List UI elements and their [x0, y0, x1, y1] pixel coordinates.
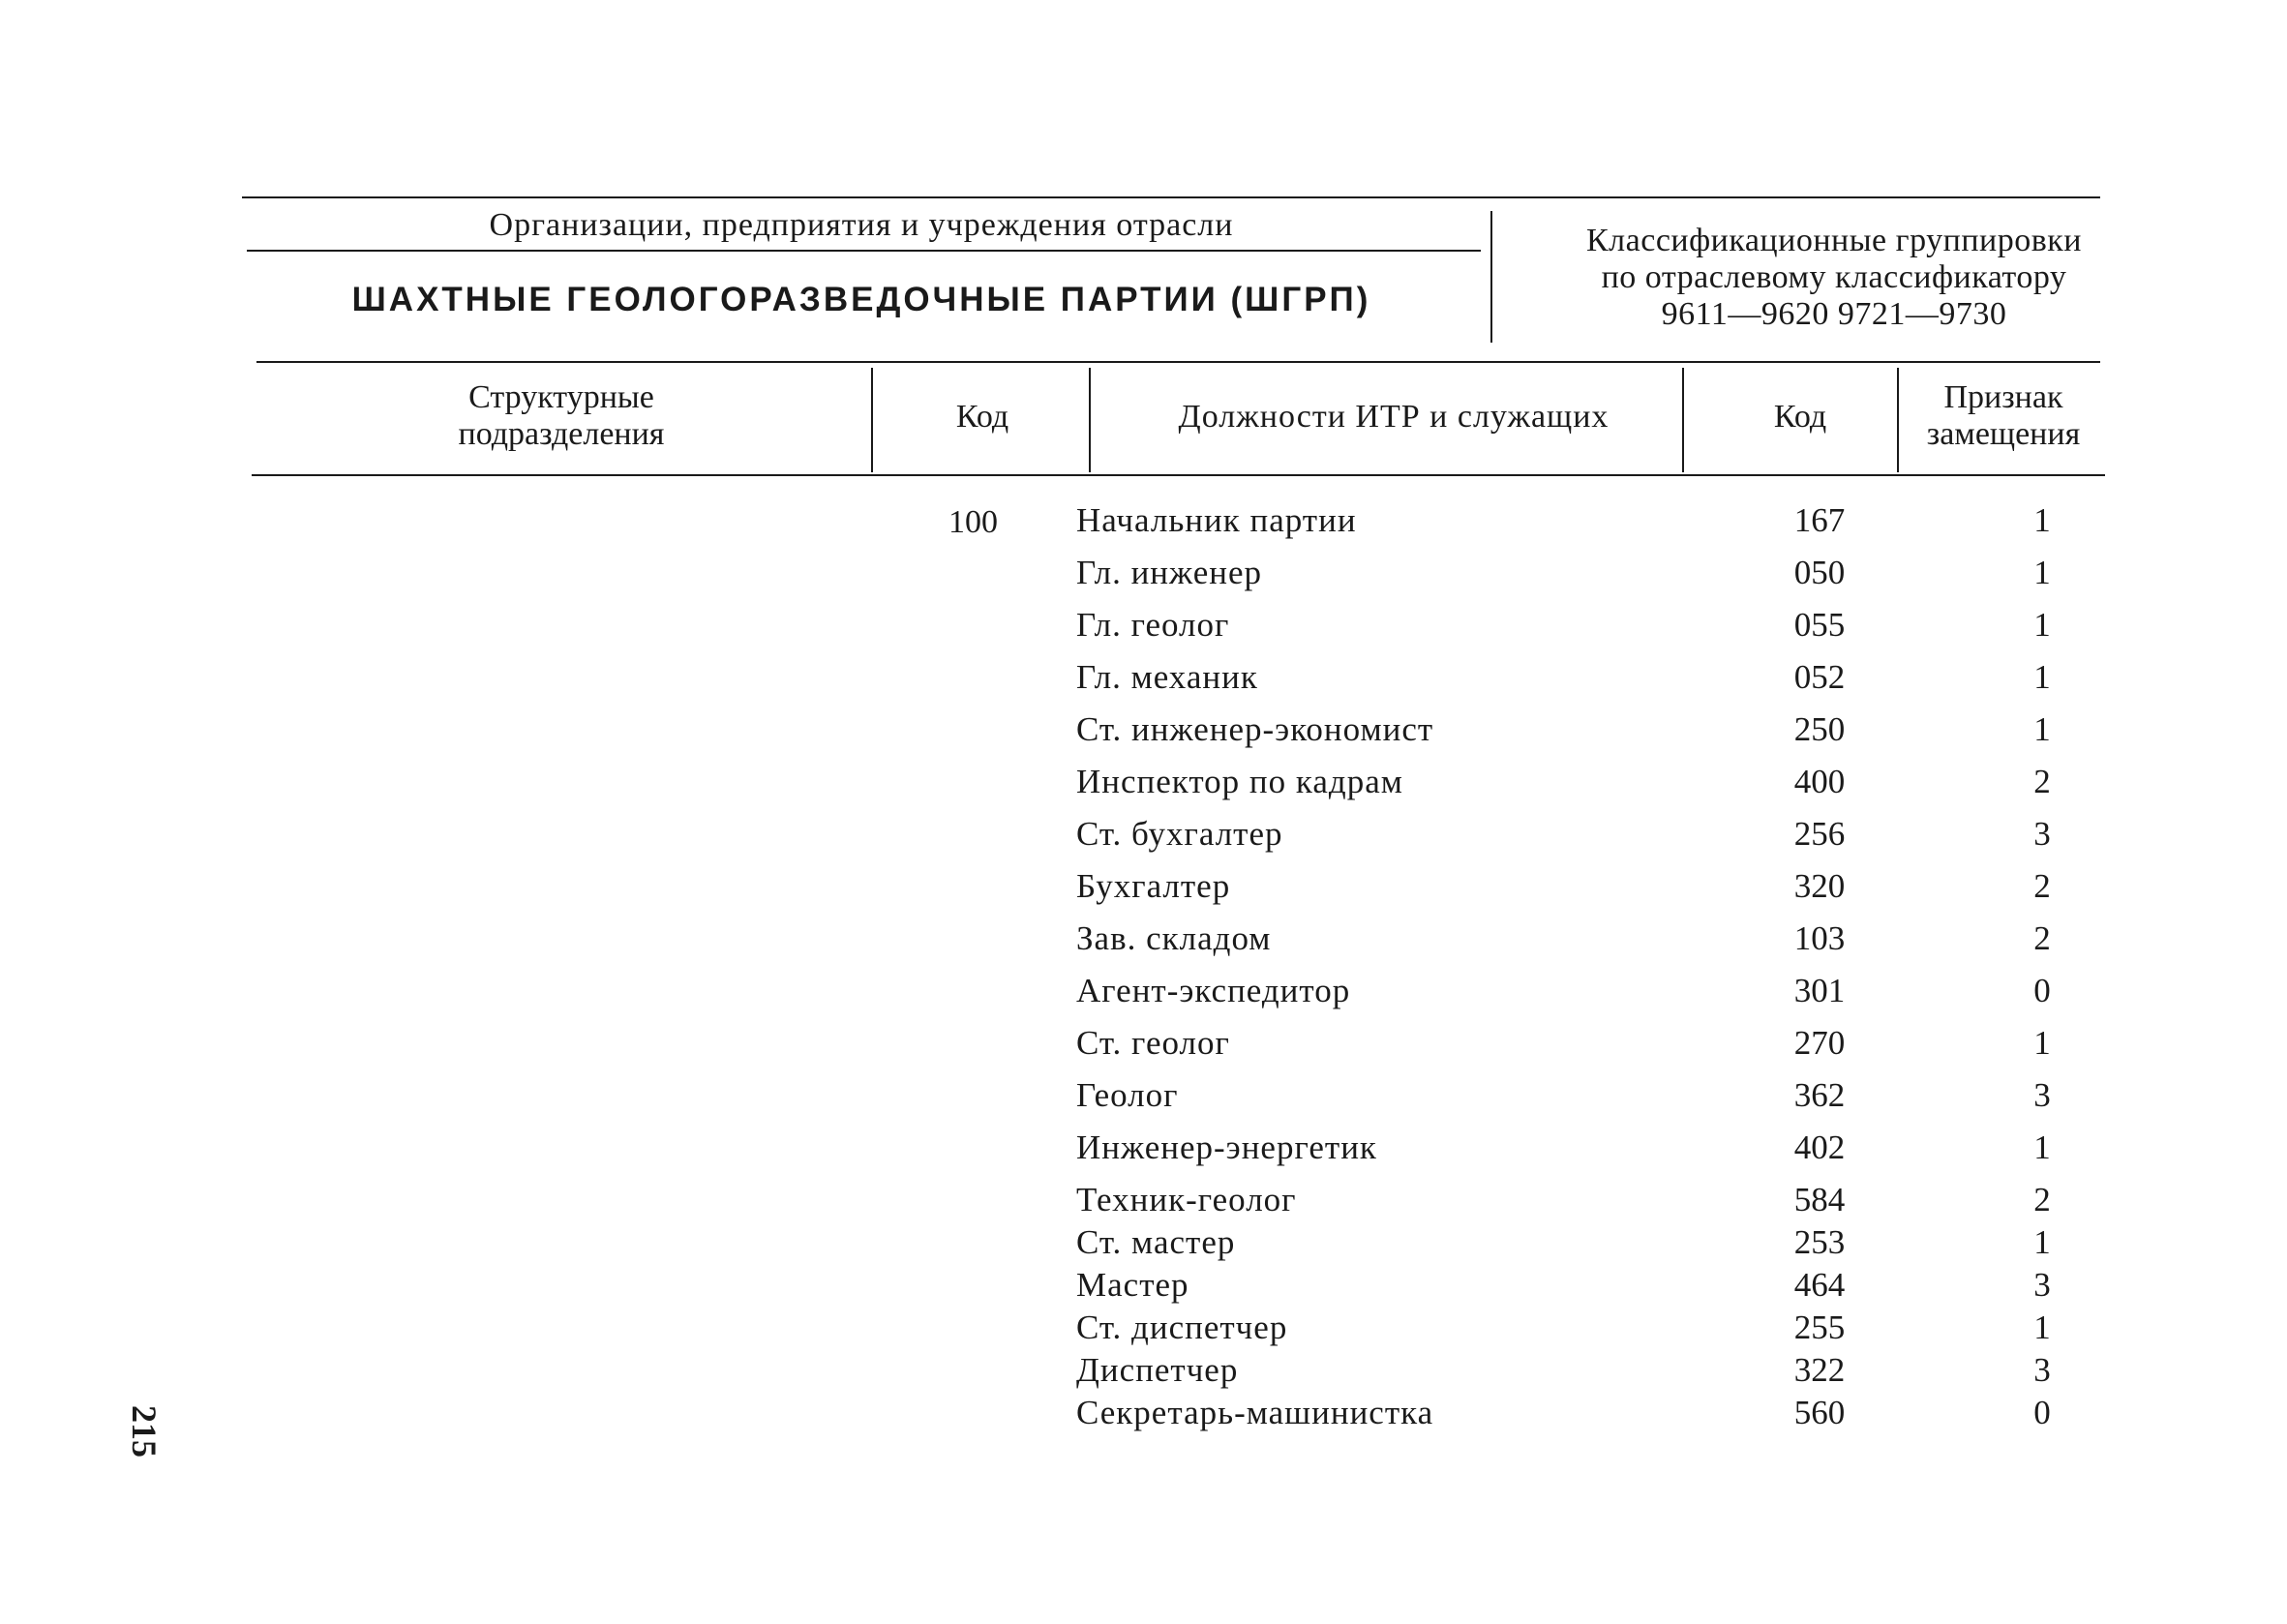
position-code: 167: [1793, 501, 1846, 539]
table-row: [1065, 1024, 2129, 1067]
position-code: 270: [1793, 1024, 1846, 1062]
position-name: Инспектор по кадрам: [1076, 763, 1403, 800]
table-row: [1065, 554, 2129, 596]
column-header-replacement-line-1: Признак: [1943, 379, 2063, 415]
table-row: [1065, 867, 2129, 910]
table-row: [1065, 606, 2129, 648]
table-row: [1065, 1128, 2129, 1171]
classifier-block: [1529, 223, 2139, 333]
column-header-structural-line-2: подразделения: [458, 416, 665, 452]
position-code: 050: [1793, 554, 1846, 591]
position-name: Ст. мастер: [1076, 1223, 1236, 1261]
replacement-sign: 1: [2033, 1024, 2051, 1062]
table-row: [1065, 1181, 2129, 1223]
position-code: 362: [1793, 1076, 1846, 1114]
replacement-sign: 0: [2033, 1394, 2051, 1431]
position-code: 402: [1793, 1128, 1846, 1166]
replacement-sign: 1: [2033, 1128, 2051, 1166]
classifier-line-1: Классификационные группировки: [1586, 223, 2082, 258]
position-name: Ст. бухгалтер: [1076, 815, 1283, 853]
column-header-unit-code: Код: [955, 399, 1009, 435]
header-mid-rule: [247, 250, 1481, 252]
col-divider-2: [1089, 368, 1091, 472]
position-code: 464: [1793, 1266, 1846, 1304]
position-code: 256: [1793, 815, 1846, 853]
replacement-sign: 3: [2033, 1351, 2051, 1389]
table-row: [1065, 763, 2129, 805]
position-name: Гл. геолог: [1076, 606, 1230, 644]
position-code: 055: [1793, 606, 1846, 644]
replacement-sign: 1: [2033, 554, 2051, 591]
replacement-sign: 1: [2033, 1308, 2051, 1346]
position-name: Агент-экспедитор: [1076, 972, 1351, 1009]
table-row: [1065, 972, 2129, 1014]
table-row: [1065, 501, 2129, 544]
replacement-sign: 3: [2033, 815, 2051, 853]
position-code: 255: [1793, 1308, 1846, 1346]
replacement-sign: 1: [2033, 710, 2051, 748]
position-name: Инженер-энергетик: [1076, 1128, 1377, 1166]
replacement-sign: 1: [2033, 501, 2051, 539]
position-name: Гл. инженер: [1076, 554, 1263, 591]
position-name: Диспетчер: [1076, 1351, 1239, 1389]
replacement-sign: 0: [2033, 972, 2051, 1009]
replacement-sign: 1: [2033, 606, 2051, 644]
position-name: Зав. складом: [1076, 919, 1272, 957]
table-row: [1065, 1266, 2129, 1308]
position-code: 584: [1793, 1181, 1846, 1218]
position-code: 250: [1793, 710, 1846, 748]
table-row: [1065, 919, 2129, 962]
header-divider: [1490, 211, 1492, 343]
position-code: 301: [1793, 972, 1846, 1009]
column-header-replacement-sign: [1897, 379, 2110, 453]
column-header-positions: Должности ИТР и служащих: [1178, 399, 1610, 435]
position-name: Ст. диспетчер: [1076, 1308, 1288, 1346]
position-name: Геолог: [1076, 1076, 1179, 1114]
position-code: 560: [1793, 1394, 1846, 1431]
position-code: 103: [1793, 919, 1846, 957]
position-name: Гл. механик: [1076, 658, 1258, 696]
classifier-line-2: по отраслевому классификатору: [1601, 259, 2067, 295]
replacement-sign: 2: [2033, 919, 2051, 957]
position-code: 052: [1793, 658, 1846, 696]
table-head-bottom-rule: [252, 474, 2105, 476]
table-row: [1065, 658, 2129, 701]
position-name: Бухгалтер: [1076, 867, 1231, 905]
replacement-sign: 3: [2033, 1076, 2051, 1114]
department-code: 100: [948, 504, 998, 540]
column-header-replacement-line-2: замещения: [1926, 416, 2081, 452]
column-header-structural-line-1: Структурные: [468, 379, 654, 415]
table-row: [1065, 815, 2129, 857]
replacement-sign: 1: [2033, 1223, 2051, 1261]
table-head-top-rule: [256, 361, 2100, 363]
position-code: 320: [1793, 867, 1846, 905]
page-title: ШАХТНЫЕ ГЕОЛОГОРАЗВЕДОЧНЫЕ ПАРТИИ (ШГРП): [351, 281, 1371, 318]
position-name: Секретарь-машинистка: [1076, 1394, 1434, 1431]
position-name: Ст. геолог: [1076, 1024, 1230, 1062]
replacement-sign: 2: [2033, 867, 2051, 905]
table-row: [1065, 1076, 2129, 1119]
position-name: Ст. инженер-экономист: [1076, 710, 1434, 748]
replacement-sign: 3: [2033, 1266, 2051, 1304]
replacement-sign: 2: [2033, 1181, 2051, 1218]
classifier-codes: 9611—9620 9721—9730: [1661, 296, 2007, 332]
org-heading: Организации, предприятия и учреждения отрасли: [489, 207, 1234, 243]
table-row: [1065, 1223, 2129, 1266]
table-row: [1065, 1351, 2129, 1394]
position-code: 400: [1793, 763, 1846, 800]
replacement-sign: 2: [2033, 763, 2051, 800]
table-row: [1065, 710, 2129, 753]
col-divider-1: [871, 368, 873, 472]
position-code: 253: [1793, 1223, 1846, 1261]
position-code: 322: [1793, 1351, 1846, 1389]
table-row: [1065, 1394, 2129, 1436]
column-header-structural-units: [252, 379, 871, 453]
position-name: Техник-геолог: [1076, 1181, 1297, 1218]
replacement-sign: 1: [2033, 658, 2051, 696]
position-name: Мастер: [1076, 1266, 1189, 1304]
page-number: 215: [125, 1405, 164, 1458]
position-name: Начальник партии: [1076, 501, 1357, 539]
column-header-position-code: Код: [1773, 399, 1827, 435]
table-row: [1065, 1308, 2129, 1351]
header-top-rule: [242, 196, 2100, 198]
